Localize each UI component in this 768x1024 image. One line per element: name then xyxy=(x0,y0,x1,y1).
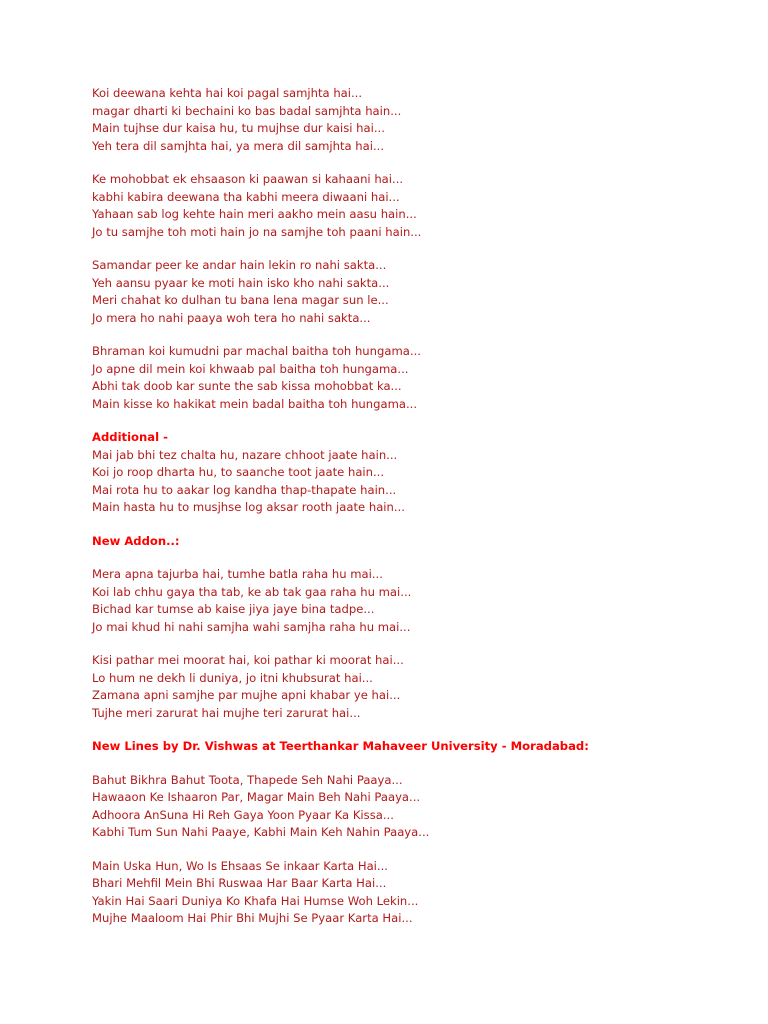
poem-line: Jo tu samjhe toh moti hain jo na samjhe toh paani hain... xyxy=(92,224,422,239)
poem-line: magar dharti ki bechaini ko bas badal samjhta hain... xyxy=(92,103,402,118)
poem-line: Bhraman koi kumudni par machal baitha toh hungama... xyxy=(92,344,421,358)
poem-line: Yahaan sab log kehte hain meri aakho mein aasu hain... xyxy=(92,207,417,221)
poem-line: Mera apna tajurba hai, tumhe batla raha hu mai... xyxy=(92,567,383,581)
section-heading: New Lines by Dr. Vishwas at Teerthankar Mahaveer University - Moradabad: xyxy=(92,739,589,753)
poem-line: Adhoora AnSuna Hi Reh Gaya Yoon Pyaar Ka Kissa... xyxy=(92,807,394,822)
poem-line: Jo mera ho nahi paaya woh tera ho nahi sakta... xyxy=(92,310,371,325)
poem-line: Mai jab bhi tez chalta hu, nazare chhoot jaate hain... xyxy=(92,447,398,462)
poem-line: Tujhe meri zarurat hai mujhe teri zarurat hai... xyxy=(92,705,361,720)
poem-line: Samandar peer ke andar hain lekin ro nahi sakta... xyxy=(92,258,387,272)
poem-line: Zamana apni samjhe par mujhe apni khabar ye hai... xyxy=(92,688,401,702)
poem-line: Yeh aansu pyaar ke moti hain isko kho nahi sakta... xyxy=(92,275,390,290)
poem-line: Main kisse ko hakikat mein badal baitha toh hungama... xyxy=(92,396,418,411)
poem-line: Koi jo roop dharta hu, to saanche toot jaate hain... xyxy=(92,465,385,479)
section-heading: New Addon..: xyxy=(92,533,180,548)
poem-line: Koi lab chhu gaya tha tab, ke ab tak gaa raha hu mai... xyxy=(92,584,412,599)
section-heading: Additional - xyxy=(92,430,168,444)
poem-line: Meri chahat ko dulhan tu bana lena magar sun le... xyxy=(92,293,389,307)
poem-line: Jo apne dil mein koi khwaab pal baitha toh hungama... xyxy=(92,361,409,376)
stanza xyxy=(92,85,742,155)
poem-line: kabhi kabira deewana tha kabhi meera diwaani hai... xyxy=(92,189,400,204)
poem-line: Main Uska Hun, Wo Is Ehsaas Se inkaar Karta Hai... xyxy=(92,858,388,873)
poem-line: Bichad kar tumse ab kaise jiya jaye bina tadpe... xyxy=(92,602,375,616)
stanza xyxy=(92,257,742,327)
stanza xyxy=(92,171,742,241)
poem-line: Yeh tera dil samjhta hai, ya mera dil samjhta hai... xyxy=(92,138,385,153)
poem-line: Yakin Hai Saari Duniya Ko Khafa Hai Humse Woh Lekin... xyxy=(92,893,419,908)
poem-line: Mujhe Maaloom Hai Phir Bhi Mujhi Se Pyaar Karta Hai... xyxy=(92,911,413,925)
stanza xyxy=(92,858,742,928)
stanza xyxy=(92,652,742,722)
stanza xyxy=(92,343,742,413)
poem-line: Hawaaon Ke Ishaaron Par, Magar Main Beh Nahi Paaya... xyxy=(92,790,421,804)
stanza xyxy=(92,772,742,842)
poem-line: Mai rota hu to aakar log kandha thap-thapate hain... xyxy=(92,482,397,497)
poem-line: Lo hum ne dekh li duniya, jo itni khubsurat hai... xyxy=(92,670,373,685)
poem-line: Abhi tak doob kar sunte the sab kissa mohobbat ka... xyxy=(92,379,402,393)
poem-line: Koi deewana kehta hai koi pagal samjhta hai... xyxy=(92,86,363,100)
poem-line: Main tujhse dur kaisa hu, tu mujhse dur kaisi hai... xyxy=(92,121,385,135)
poem-line: Ke mohobbat ek ehsaason ki paawan si kahaani hai... xyxy=(92,172,404,186)
stanza xyxy=(92,566,742,636)
poem-line: Bahut Bikhra Bahut Toota, Thapede Seh Nahi Paaya... xyxy=(92,772,403,787)
poem-line: Bhari Mehfil Mein Bhi Ruswaa Har Baar Karta Hai... xyxy=(92,876,387,890)
poem-line: Jo mai khud hi nahi samjha wahi samjha raha hu mai... xyxy=(92,619,411,634)
poem-line: Kabhi Tum Sun Nahi Paaye, Kabhi Main Keh Nahin Paaya... xyxy=(92,825,430,839)
stanza xyxy=(92,429,742,517)
poem-body xyxy=(92,85,742,944)
poem-line: Kisi pathar mei moorat hai, koi pathar ki moorat hai... xyxy=(92,653,404,667)
poem-line: Main hasta hu to musjhse log aksar rooth jaate hain... xyxy=(92,500,405,514)
